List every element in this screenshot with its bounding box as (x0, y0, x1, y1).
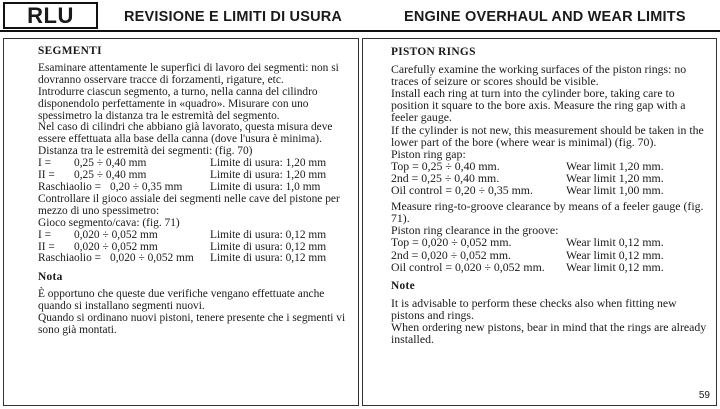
page-header (0, 0, 720, 31)
page-number: 59 (698, 390, 710, 401)
paragraph: Measure ring-to-groove clearance by means of a feeler gauge (fig. 71). (391, 199, 704, 226)
english-panel (362, 38, 717, 406)
section-heading: PISTON RINGS (391, 46, 476, 58)
spec-row (391, 249, 713, 261)
spec-row (38, 253, 348, 265)
spec-limit: Limite di usura: 0,12 mm (210, 252, 327, 265)
spec-limit: Limite di usura: 1,20 mm (210, 169, 327, 182)
spec-value: Top = 0,020 ÷ 0,052 mm. (391, 235, 512, 250)
spec-value: 0,020 ÷ 0,052 mm (110, 252, 194, 265)
spec-value: 2nd = 0,020 ÷ 0,052 mm. (391, 247, 511, 262)
italian-panel (3, 38, 359, 406)
paragraph: Esaminare attentamente le superfici di lavoro dei segmenti: non si dovranno osservare tracce di forzamenti, rigature, etc. (38, 61, 339, 86)
spec-value: 2nd = 0,25 ÷ 0,40 mm. (391, 170, 500, 185)
title-italian: REVISIONE E LIMITI DI USURA (124, 9, 343, 25)
spec-value: 0,25 ÷ 0,40 mm (74, 169, 147, 182)
spec-row (391, 261, 713, 273)
note-heading: Nota (38, 271, 63, 284)
spec-limit: Limite di usura: 0,12 mm (210, 240, 327, 253)
paragraph: Carefully examine the working surfaces of the piston rings: no traces of seizure or scores should be visible. (391, 62, 687, 89)
spec-limit: Wear limit 0,12 mm. (566, 247, 664, 262)
spec-value: Oil control = 0,020 ÷ 0,052 mm. (391, 259, 545, 274)
paragraph: Piston ring gap: (391, 146, 466, 161)
paragraph: È opportuno che queste due verifiche vengano effettuate anche quando si installano segmenti nuovi. (38, 288, 325, 313)
spec-row (391, 236, 713, 248)
paragraph: Install each ring at turn into the cylinder bore, taking care to position it square to the bore axis. Measure the ring gap with a feeler gauge. (391, 86, 686, 125)
title-english: ENGINE OVERHAUL AND WEAR LIMITS (404, 9, 686, 25)
paragraph: Gioco segmento/cava: (fig. 71) (38, 216, 180, 229)
section-heading: SEGMENTI (38, 45, 102, 57)
header-rule (0, 30, 720, 32)
paragraph: When ordering new pistons, bear in mind that the rings are already installed. (391, 319, 707, 347)
spec-limit: Wear limit 1,20 mm. (566, 158, 664, 173)
spec-limit: Limite di usura: 0,12 mm (210, 228, 327, 241)
spec-label: II = (38, 169, 55, 182)
spec-value: Top = 0,25 ÷ 0,40 mm. (391, 158, 500, 173)
paragraph: Introdurre ciascun segmento, a turno, nella canna del cilindro disponendolo perfettamente in «quadro». Misurare con uno spessimetro la distanza tra le estremità del segmento. (38, 85, 318, 122)
paragraph: Nel caso di cilindri che abbiano già lavorato, questa misura deve essere effettuata alla base della canna (dove l'usura è minima). (38, 121, 333, 146)
model-code-box: RLU (3, 2, 98, 29)
spec-label: II = (38, 240, 55, 253)
spec-label: I = (38, 157, 52, 170)
paragraph: Piston ring clearance in the groove: (391, 223, 559, 238)
spec-value: Oil control = 0,20 ÷ 0,35 mm. (391, 183, 533, 198)
paragraph: Quando si ordinano nuovi pistoni, tenere presente che i segmenti vi sono già montati. (38, 312, 346, 336)
spec-label: Raschiaolio = (38, 180, 102, 193)
paragraph: If the cylinder is not new, this measurement should be taken in the lower part of the bore (where wear is minimal) (fig. 70). (391, 122, 704, 149)
paragraph: Controllare il gioco assiale dei segmenti nelle cave del pistone per mezzo di uno spessimetro: (38, 192, 340, 217)
spec-limit: Wear limit 0,12 mm. (566, 259, 664, 274)
spec-row (38, 230, 348, 242)
spec-value: 0,25 ÷ 0,40 mm (74, 157, 147, 170)
paragraph: Distanza tra le estremità dei segmenti: (fig. 70) (38, 145, 253, 158)
spec-limit: Limite di usura: 1,0 mm (210, 180, 321, 193)
spec-value: 0,20 ÷ 0,35 mm (110, 180, 183, 193)
spec-row (391, 184, 713, 196)
spec-label: I = (38, 228, 52, 241)
spec-limit: Wear limit 1,20 mm. (566, 170, 664, 185)
italian-content (38, 46, 348, 337)
spec-limit: Limite di usura: 1,20 mm (210, 157, 327, 170)
spec-value: 0,020 ÷ 0,052 mm (74, 228, 158, 241)
spec-label: Raschiaolio = (38, 252, 102, 265)
paragraph: It is advisable to perform these checks also when fitting new pistons and rings. (391, 295, 677, 322)
spec-value: 0,020 ÷ 0,052 mm (74, 240, 158, 253)
spec-limit: Wear limit 0,12 mm. (566, 235, 664, 250)
note-heading: Note (391, 279, 415, 292)
english-content (391, 46, 713, 345)
spec-limit: Wear limit 1,00 mm. (566, 183, 664, 198)
